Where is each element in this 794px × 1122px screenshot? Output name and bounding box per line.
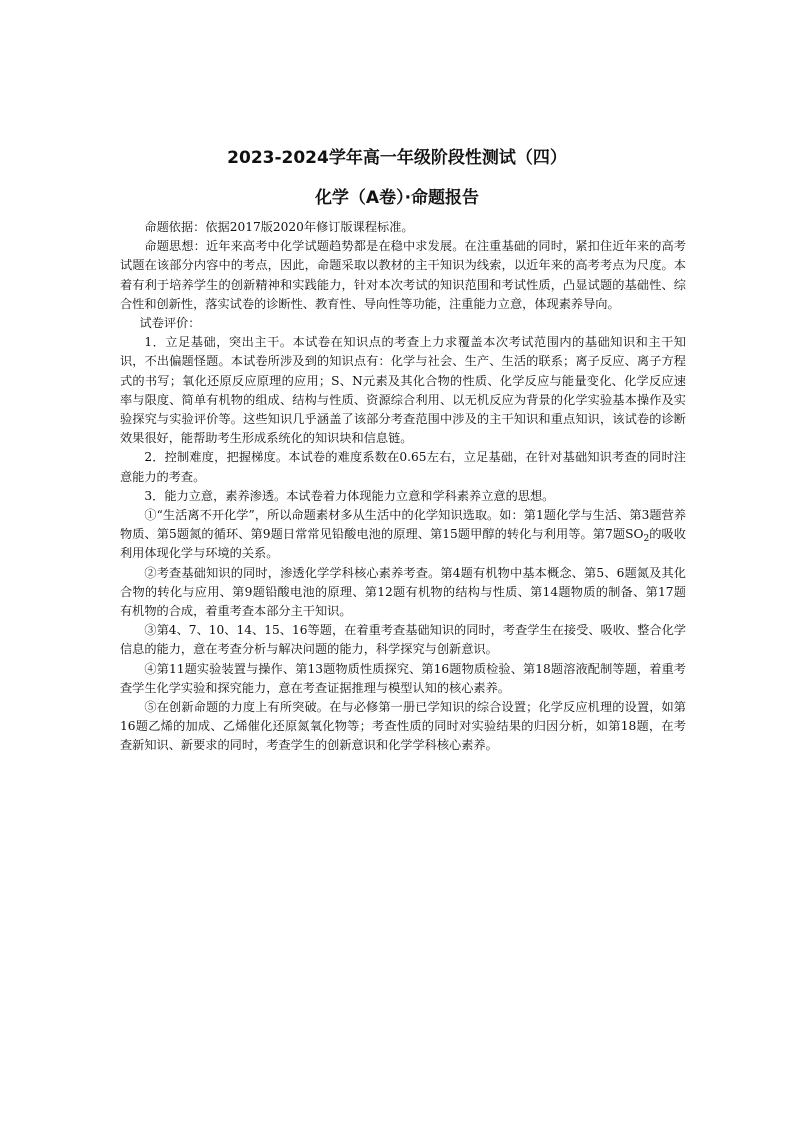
- page-subtitle: 化学（A卷）·命题报告: [314, 188, 480, 208]
- sub-point-4-paragraph: ④第11题实验装置与操作、第13题物质性质探究、第16题物质检验、第18题溶液配制等题，着重考查学生化学实验和探究能力，意在考查证据推理与模型认知的核心素养。: [120, 661, 686, 695]
- sub-point-1-text-b: 的吸收利用体现化学与环境的关系。: [120, 527, 686, 561]
- point-2-paragraph: 2．控制难度，把握梯度。本试卷的难度系数在0.65左右，立足基础，在针对基础知识考查的同时注意能力的考查。: [120, 450, 686, 484]
- sub-point-2-paragraph: ②考查基础知识的同时，渗透化学学科核心素养考查。第4题有机物中基本概念、第5、6题氮及其化合物的转化与应用、第9题铅酸电池的原理、第12题有机物的结构与性质、第14题物质的制备、第17题有机物的合成，着重考查本部分主干知识。: [120, 565, 686, 619]
- idea-paragraph: 命题思想：近年来高考中化学试题趋势都是在稳中求发展。在注重基础的同时，紧扣住近年来的高考试题在该部分内容中的考点，因此，命题采取以教材的主干知识为线索，以近年来的高考考点为尺度。本着有利于培养学生的创新精神和实践能力，针对本次考试的知识范围和考试性质，凸显试题的基础性、综合性和创新性，落实试卷的诊断性、教育性、导向性等功能，注重能力立意，体现素养导向。: [120, 239, 686, 311]
- basis-paragraph: 命题依据：依据2017版2020年修订版课程标准。: [144, 220, 414, 234]
- sub-point-5-paragraph: ⑤在创新命题的力度上有所突破。在与必修第一册已学知识的综合设置；化学反应机理的设置，如第16题乙烯的加成、乙烯催化还原氮氧化物等；考查性质的同时对实验结果的归因分析，如第18题，在考查新知识、新要求的同时，考查学生的创新意识和化学学科核心素养。: [120, 700, 686, 753]
- point-1-paragraph: 1．立足基础，突出主干。本试卷在知识点的考查上力求覆盖本次考试范围内的基础知识和主干知识，不出偏题怪题。本试卷所涉及到的知识点有：化学与社会、生产、生活的联系；离子反应、离子方程式的书写；氧化还原反应原理的应用；S、N元素及其化合物的性质、化学反应与能量变化、化学反应速率与限度、简单有机物的组成、结构与性质、资源综合利用、以无机反应为背景的化学实验基本操作及实验探究与实验评价等。这些知识几乎涵盖了该部分考查范围中涉及的主干知识和重点知识，该试卷的诊断效果很好，能帮助考生形成系统化的知识块和信息链。: [120, 335, 686, 446]
- report-body: [120, 218, 686, 756]
- evaluation-heading: 试卷评价：: [139, 316, 201, 331]
- page-title: 2023-2024学年高一年级阶段性测试（四）: [227, 148, 567, 168]
- sub-point-1-text-a: ①“生活离不开化学”，所以命题素材多从生活中的化学知识选取。如：第1题化学与生活、第3题营养物质、第5题氮的循环、第9题日常常见铅酸电池的原理、第15题甲醇的转化与利用等。第7题SO: [120, 508, 686, 542]
- sub-point-3-paragraph: ③第4、7、10、14、15、16等题，在着重考查基础知识的同时，考查学生在接受、吸收、整合化学信息的能力，意在考查分析与解决问题的能力，科学探究与创新意识。: [120, 623, 686, 657]
- point-3-paragraph: 3．能力立意，素养渗透。本试卷着力体现能力立意和学科素养立意的思想。: [144, 488, 555, 503]
- sub-point-1-paragraph: [120, 506, 686, 564]
- so2-subscript: 2: [643, 534, 650, 545]
